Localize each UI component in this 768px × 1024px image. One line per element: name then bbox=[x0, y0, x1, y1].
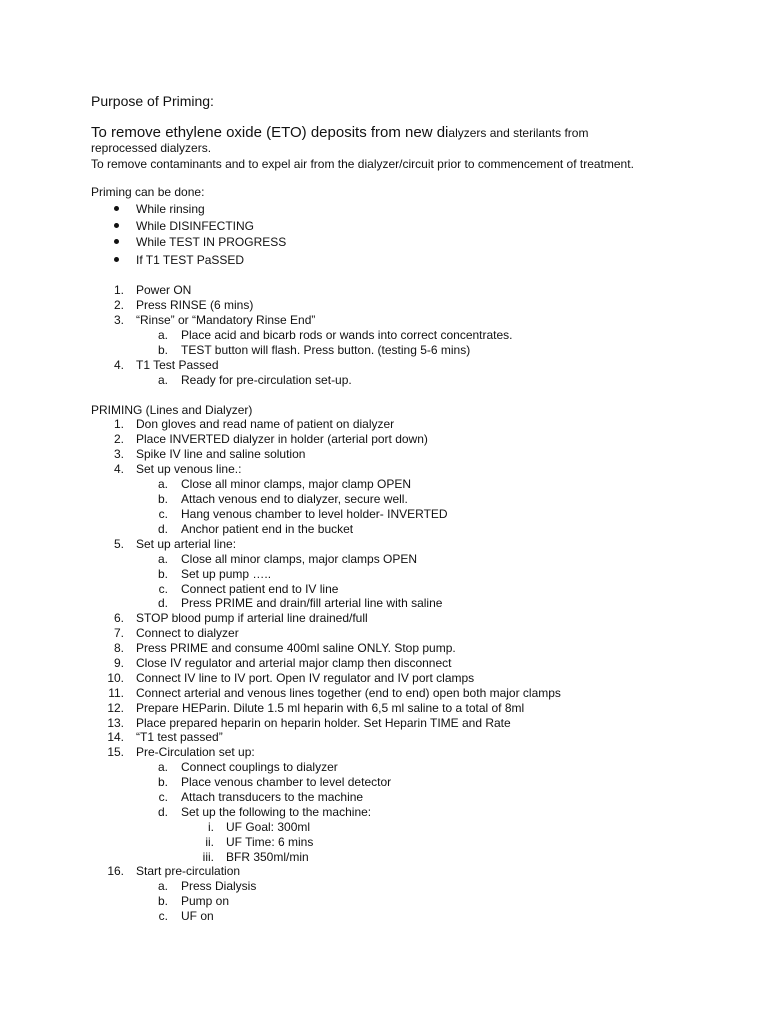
list-item: Hang venous chamber to level holder- INVERTED bbox=[181, 507, 448, 521]
list-item: Attach transducers to the machine bbox=[181, 790, 364, 804]
list-item: STOP blood pump if arterial line drained/full bbox=[136, 611, 368, 625]
list-item: Set up pump ….. bbox=[181, 567, 272, 581]
section-heading: PRIMING (Lines and Dialyzer) bbox=[91, 403, 253, 417]
list-item: Connect IV line to IV port. Open IV regulator and IV port clamps bbox=[136, 671, 475, 685]
list-item: “T1 test passed” bbox=[136, 730, 223, 744]
list-item: Don gloves and read name of patient on dialyzer bbox=[136, 417, 395, 431]
list-marker: ii. bbox=[205, 835, 214, 849]
list-marker: b. bbox=[157, 775, 168, 789]
list-item: UF Goal: 300ml bbox=[226, 820, 311, 834]
list-item: Close IV regulator and arterial major clamp then disconnect bbox=[136, 656, 452, 670]
list-item: Press PRIME and consume 400ml saline ONLY. Stop pump. bbox=[136, 641, 456, 655]
list-marker: a. bbox=[157, 477, 168, 491]
list-item: Connect couplings to dialyzer bbox=[181, 760, 338, 774]
list-item: Place INVERTED dialyzer in holder (arterial port down) bbox=[136, 432, 428, 446]
list-item: Pre-Circulation set up: bbox=[136, 745, 255, 759]
list-item: Press PRIME and drain/fill arterial line with saline bbox=[181, 596, 443, 610]
list-item: Power ON bbox=[136, 283, 192, 297]
list-item: Set up arterial line: bbox=[136, 537, 237, 551]
list-marker: b. bbox=[157, 567, 168, 581]
list-marker: 14. bbox=[107, 730, 124, 744]
list-marker: a. bbox=[157, 373, 168, 387]
list-item: T1 Test Passed bbox=[136, 358, 219, 372]
list-marker: 13. bbox=[107, 716, 124, 730]
list-item: Press RINSE (6 mins) bbox=[136, 298, 254, 312]
list-marker: b. bbox=[157, 492, 168, 506]
list-item: BFR 350ml/min bbox=[226, 850, 309, 864]
list-item: Prepare HEParin. Dilute 1.5 ml heparin with 6,5 ml saline to a total of 8ml bbox=[136, 701, 525, 715]
list-marker: 6. bbox=[113, 611, 124, 625]
list-marker: i. bbox=[208, 820, 214, 834]
list-marker: 3. bbox=[113, 313, 124, 327]
list-marker: d. bbox=[157, 805, 168, 819]
purpose-line-3: To remove contaminants and to expel air from the dialyzer/circuit prior to commencement of treatment. bbox=[91, 157, 634, 171]
list-marker: 8. bbox=[113, 641, 124, 655]
list-marker: c. bbox=[158, 790, 168, 804]
list-marker: 11. bbox=[108, 686, 124, 700]
list-marker: 5. bbox=[113, 537, 124, 551]
purpose-line-2: reprocessed dialyzers. bbox=[91, 141, 212, 155]
list-marker: c. bbox=[158, 507, 168, 521]
list-item: Anchor patient end in the bucket bbox=[181, 522, 354, 536]
list-marker: 9. bbox=[113, 656, 124, 670]
list-marker: a. bbox=[157, 552, 168, 566]
list-marker: 3. bbox=[113, 447, 124, 461]
list-marker: d. bbox=[157, 522, 168, 536]
page-title: Purpose of Priming: bbox=[91, 93, 214, 109]
list-item: Connect arterial and venous lines together (end to end) open both major clamps bbox=[136, 686, 561, 700]
list-marker: b. bbox=[157, 343, 168, 357]
list-item: Close all minor clamps, major clamp OPEN bbox=[181, 477, 412, 491]
list-item: Place venous chamber to level detector bbox=[181, 775, 392, 789]
list-marker: 10. bbox=[107, 671, 124, 685]
bullet-item: While DISINFECTING bbox=[136, 219, 255, 233]
purpose-line-1: To remove ethylene oxide (ETO) deposits from new dialyzers and sterilants from bbox=[91, 124, 589, 141]
bullet-icon bbox=[114, 223, 119, 228]
list-marker: 4. bbox=[113, 462, 124, 476]
list-item: Close all minor clamps, major clamps OPEN bbox=[181, 552, 418, 566]
list-item: Place prepared heparin on heparin holder. Set Heparin TIME and Rate bbox=[136, 716, 511, 730]
bullet-item: While rinsing bbox=[136, 202, 205, 216]
list-marker: 2. bbox=[113, 298, 124, 312]
list-marker: d. bbox=[157, 596, 168, 610]
list-marker: c. bbox=[158, 909, 168, 923]
list-marker: 15. bbox=[107, 745, 124, 759]
list-item: Start pre-circulation bbox=[136, 864, 241, 878]
bullet-icon bbox=[114, 239, 119, 244]
list-item: Spike IV line and saline solution bbox=[136, 447, 306, 461]
bullet-icon bbox=[114, 206, 119, 211]
list-marker: a. bbox=[157, 879, 168, 893]
list-marker: 7. bbox=[113, 626, 124, 640]
list-item: Set up venous line.: bbox=[136, 462, 242, 476]
list-marker: 12. bbox=[107, 701, 124, 715]
list-item: “Rinse” or “Mandatory Rinse End” bbox=[136, 313, 316, 327]
list-marker: 1. bbox=[113, 417, 124, 431]
list-marker: 1. bbox=[113, 283, 124, 297]
list-item: UF on bbox=[181, 909, 214, 923]
list-marker: a. bbox=[157, 328, 168, 342]
list-marker: 4. bbox=[113, 358, 124, 372]
list-item: Pump on bbox=[181, 894, 230, 908]
list-marker: b. bbox=[157, 894, 168, 908]
list-item: TEST button will flash. Press button. (testing 5-6 mins) bbox=[181, 343, 471, 357]
list-marker: a. bbox=[157, 760, 168, 774]
list-item: UF Time: 6 mins bbox=[226, 835, 314, 849]
bullet-icon bbox=[114, 257, 119, 262]
list-marker: iii. bbox=[202, 850, 214, 864]
list-marker: c. bbox=[158, 582, 168, 596]
priming-intro: Priming can be done: bbox=[91, 185, 205, 199]
list-marker: 2. bbox=[113, 432, 124, 446]
list-item: Place acid and bicarb rods or wands into correct concentrates. bbox=[181, 328, 513, 342]
bullet-item: If T1 TEST PaSSED bbox=[136, 253, 245, 267]
list-item: Ready for pre-circulation set-up. bbox=[181, 373, 352, 387]
bullet-item: While TEST IN PROGRESS bbox=[136, 235, 287, 249]
list-item: Connect patient end to IV line bbox=[181, 582, 339, 596]
list-item: Set up the following to the machine: bbox=[181, 805, 372, 819]
list-item: Press Dialysis bbox=[181, 879, 257, 893]
list-item: Attach venous end to dialyzer, secure well. bbox=[181, 492, 408, 506]
list-item: Connect to dialyzer bbox=[136, 626, 239, 640]
list-marker: 16. bbox=[107, 864, 124, 878]
